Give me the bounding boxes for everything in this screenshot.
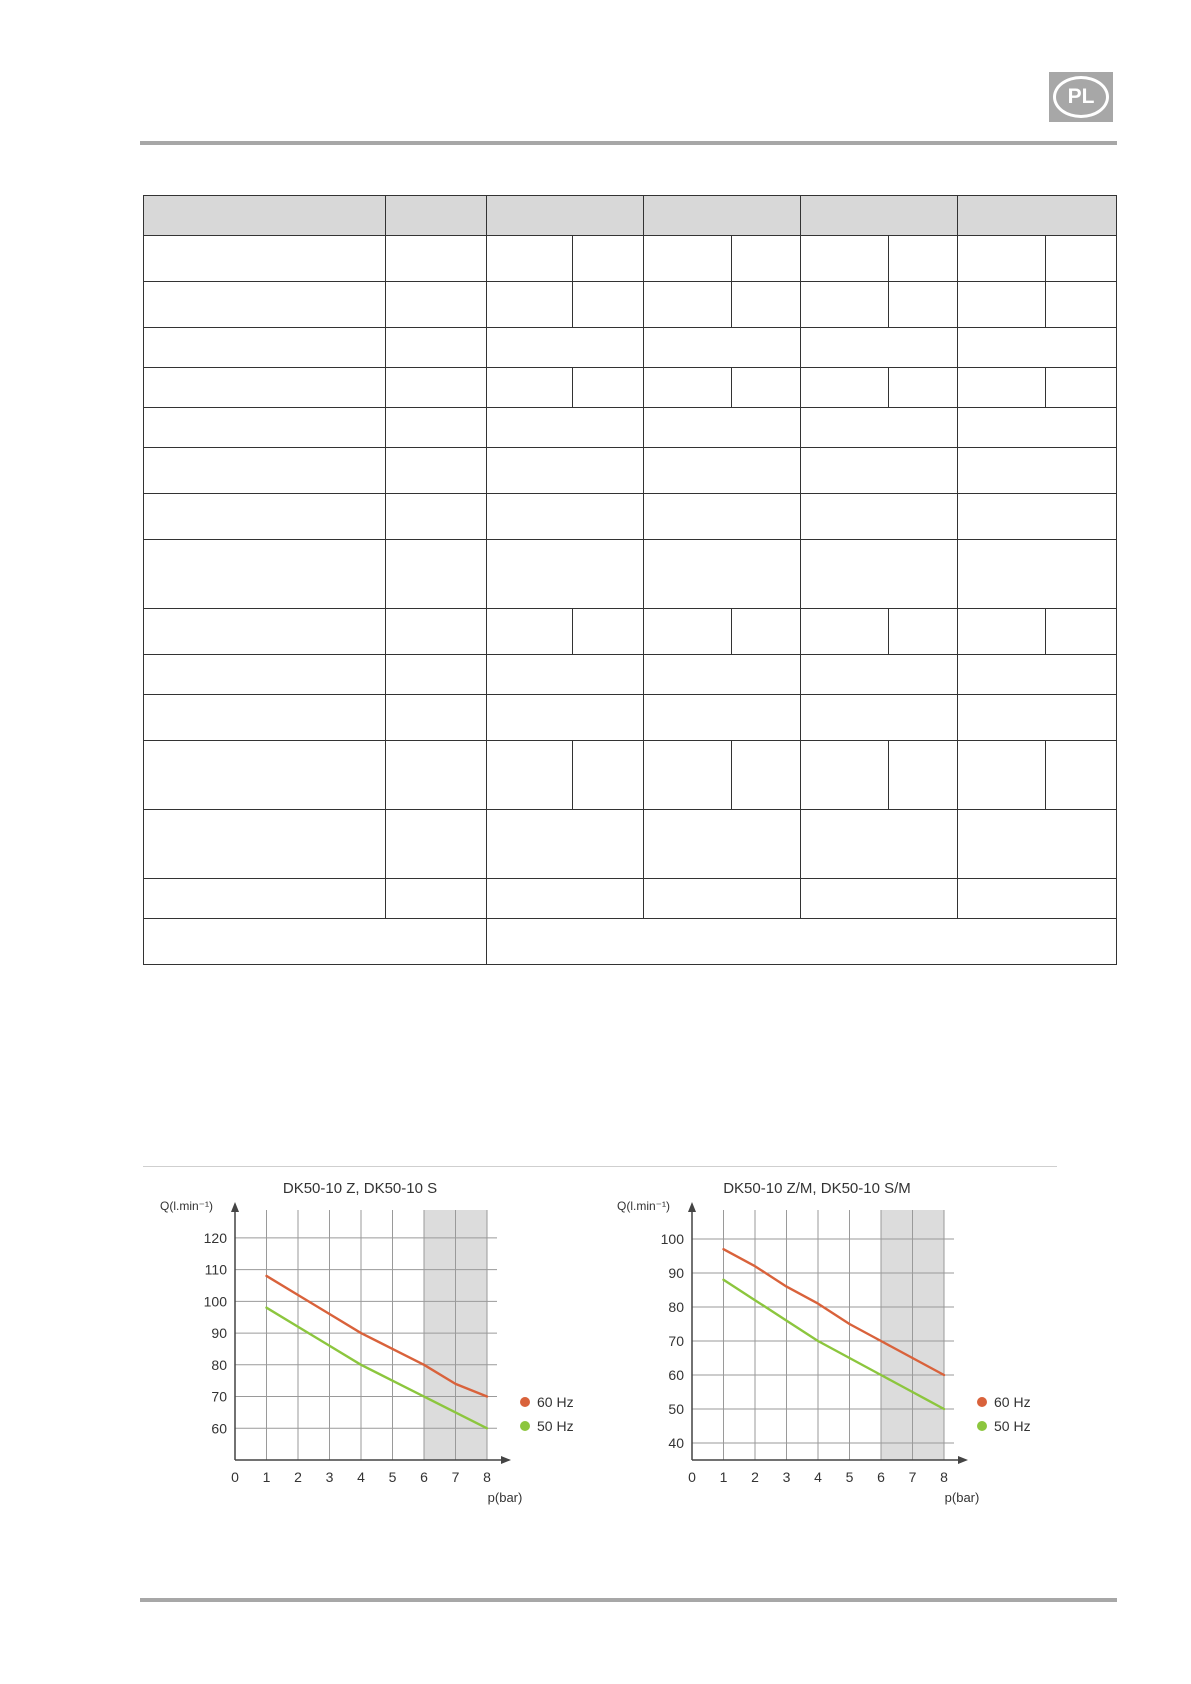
table-cell bbox=[144, 879, 386, 919]
language-badge-label: PL bbox=[1053, 76, 1109, 118]
table-cell bbox=[958, 810, 1117, 879]
x-tick-label: 8 bbox=[940, 1469, 948, 1485]
table-cell bbox=[801, 368, 889, 408]
y-tick-label: 100 bbox=[203, 1293, 227, 1310]
table-cell bbox=[958, 368, 1046, 408]
x-tick-label: 8 bbox=[483, 1469, 491, 1485]
table-cell bbox=[144, 408, 386, 448]
table-row bbox=[144, 540, 1117, 609]
y-tick-label: 60 bbox=[211, 1420, 227, 1437]
table-cell bbox=[958, 741, 1046, 810]
table-cell bbox=[573, 236, 644, 282]
table-cell bbox=[386, 368, 487, 408]
table-cell bbox=[889, 609, 958, 655]
table-cell bbox=[958, 236, 1046, 282]
charts-top-rule bbox=[143, 1166, 1057, 1167]
table-cell bbox=[801, 655, 958, 695]
table-cell bbox=[958, 540, 1117, 609]
spec-table bbox=[143, 195, 1117, 965]
x-tick-label: 2 bbox=[751, 1469, 759, 1485]
table-cell bbox=[487, 494, 644, 540]
table-row bbox=[144, 368, 1117, 408]
table-cell bbox=[644, 879, 801, 919]
table-cell bbox=[487, 196, 644, 236]
y-tick-label: 40 bbox=[668, 1435, 684, 1451]
table-cell bbox=[573, 368, 644, 408]
table-cell bbox=[573, 282, 644, 328]
table-cell bbox=[487, 879, 644, 919]
y-tick-label: 100 bbox=[660, 1231, 684, 1247]
table-cell bbox=[144, 655, 386, 695]
table-cell bbox=[732, 741, 801, 810]
table-cell bbox=[801, 609, 889, 655]
table-cell bbox=[732, 609, 801, 655]
legend-label: 60 Hz bbox=[994, 1394, 1031, 1410]
y-tick-label: 80 bbox=[668, 1299, 684, 1315]
table-cell bbox=[801, 741, 889, 810]
table-cell bbox=[644, 236, 732, 282]
table-cell bbox=[801, 448, 958, 494]
table-cell bbox=[386, 494, 487, 540]
table-cell bbox=[144, 919, 487, 965]
table-cell bbox=[801, 328, 958, 368]
x-axis-arrow bbox=[501, 1456, 511, 1464]
table-cell bbox=[386, 655, 487, 695]
table-cell bbox=[644, 655, 801, 695]
table-cell bbox=[1046, 609, 1117, 655]
x-tick-label: 5 bbox=[845, 1469, 854, 1485]
legend-marker bbox=[977, 1397, 987, 1407]
table-row bbox=[144, 609, 1117, 655]
table-cell bbox=[386, 609, 487, 655]
table-row bbox=[144, 655, 1117, 695]
table-cell bbox=[958, 655, 1117, 695]
table-cell bbox=[801, 408, 958, 448]
x-tick-label: 4 bbox=[814, 1469, 822, 1485]
table-cell bbox=[386, 448, 487, 494]
x-tick-label: 6 bbox=[420, 1469, 428, 1485]
table-cell bbox=[644, 196, 801, 236]
table-cell bbox=[487, 741, 573, 810]
table-cell bbox=[958, 609, 1046, 655]
table-cell bbox=[958, 408, 1117, 448]
footer-rule bbox=[140, 1598, 1117, 1602]
table-cell bbox=[487, 448, 644, 494]
table-row bbox=[144, 879, 1117, 919]
table-cell bbox=[644, 282, 732, 328]
table-cell bbox=[144, 810, 386, 879]
y-tick-label: 50 bbox=[668, 1401, 684, 1417]
table-cell bbox=[144, 448, 386, 494]
chart-dk50-10-z-s bbox=[160, 1170, 600, 1520]
x-tick-label: 7 bbox=[908, 1469, 917, 1485]
table-cell bbox=[801, 196, 958, 236]
table-cell bbox=[644, 494, 801, 540]
legend-label: 50 Hz bbox=[537, 1418, 574, 1434]
x-axis-label: p(bar) bbox=[487, 1490, 523, 1505]
table-cell bbox=[487, 408, 644, 448]
x-tick-label: 3 bbox=[325, 1469, 334, 1485]
table-cell bbox=[958, 448, 1117, 494]
table-cell bbox=[958, 695, 1117, 741]
y-tick-label: 80 bbox=[211, 1356, 227, 1373]
y-axis-label: Q(l.min⁻¹) bbox=[617, 1199, 670, 1213]
table-cell bbox=[144, 741, 386, 810]
table-cell bbox=[386, 540, 487, 609]
table-cell bbox=[573, 741, 644, 810]
legend-marker bbox=[977, 1421, 987, 1431]
table-cell bbox=[487, 919, 1117, 965]
table-cell bbox=[386, 741, 487, 810]
table-cell bbox=[801, 695, 958, 741]
table-cell bbox=[644, 448, 801, 494]
table-cell bbox=[644, 695, 801, 741]
table-cell bbox=[487, 655, 644, 695]
table-cell bbox=[958, 282, 1046, 328]
y-tick-label: 70 bbox=[211, 1388, 227, 1405]
table-cell bbox=[1046, 741, 1117, 810]
header-rule bbox=[140, 141, 1117, 145]
table-cell bbox=[889, 741, 958, 810]
y-tick-label: 120 bbox=[203, 1229, 227, 1246]
x-tick-label: 0 bbox=[688, 1469, 696, 1485]
table-cell bbox=[144, 695, 386, 741]
table-cell bbox=[889, 282, 958, 328]
table-cell bbox=[386, 282, 487, 328]
table-row bbox=[144, 810, 1117, 879]
table-cell bbox=[386, 196, 487, 236]
language-badge bbox=[1049, 72, 1113, 122]
table-cell bbox=[386, 695, 487, 741]
table-row bbox=[144, 448, 1117, 494]
x-tick-label: 1 bbox=[262, 1469, 271, 1485]
table-cell bbox=[732, 282, 801, 328]
table-cell bbox=[1046, 368, 1117, 408]
table-cell bbox=[573, 609, 644, 655]
table-row bbox=[144, 494, 1117, 540]
table-cell bbox=[487, 368, 573, 408]
y-tick-label: 110 bbox=[204, 1261, 227, 1278]
table-cell bbox=[889, 368, 958, 408]
x-tick-label: 2 bbox=[294, 1469, 302, 1485]
table-cell bbox=[801, 236, 889, 282]
x-tick-label: 5 bbox=[388, 1469, 397, 1485]
table-row bbox=[144, 328, 1117, 368]
chart-title: DK50-10 Z, DK50-10 S bbox=[282, 1180, 438, 1197]
x-tick-label: 1 bbox=[719, 1469, 728, 1485]
table-cell bbox=[1046, 236, 1117, 282]
table-cell bbox=[644, 328, 801, 368]
chart-dk50-10-zm-sm bbox=[617, 1170, 1057, 1520]
table-row bbox=[144, 282, 1117, 328]
legend-marker bbox=[520, 1397, 530, 1407]
table-row bbox=[144, 408, 1117, 448]
x-tick-label: 6 bbox=[877, 1469, 885, 1485]
table-cell bbox=[386, 236, 487, 282]
table-row bbox=[144, 695, 1117, 741]
y-axis-arrow bbox=[231, 1202, 239, 1212]
table-cell bbox=[958, 196, 1117, 236]
table-cell bbox=[644, 368, 732, 408]
table-cell bbox=[732, 368, 801, 408]
table-cell bbox=[386, 879, 487, 919]
table-cell bbox=[958, 328, 1117, 368]
table-cell bbox=[487, 282, 573, 328]
y-tick-label: 90 bbox=[211, 1325, 227, 1342]
spec-table-body bbox=[144, 196, 1117, 965]
table-cell bbox=[801, 282, 889, 328]
table-cell bbox=[487, 609, 573, 655]
x-tick-label: 7 bbox=[451, 1469, 460, 1485]
y-tick-label: 90 bbox=[668, 1265, 684, 1281]
table-cell bbox=[386, 408, 487, 448]
table-row bbox=[144, 196, 1117, 236]
table-row bbox=[144, 741, 1117, 810]
table-cell bbox=[801, 494, 958, 540]
table-cell bbox=[958, 879, 1117, 919]
table-cell bbox=[487, 236, 573, 282]
table-cell bbox=[889, 236, 958, 282]
y-axis-label: Q(l.min⁻¹) bbox=[160, 1199, 213, 1213]
chart-title: DK50-10 Z/M, DK50-10 S/M bbox=[723, 1180, 911, 1197]
table-cell bbox=[644, 609, 732, 655]
table-cell bbox=[386, 810, 487, 879]
table-cell bbox=[144, 540, 386, 609]
table-cell bbox=[487, 695, 644, 741]
table-cell bbox=[801, 810, 958, 879]
table-cell bbox=[144, 368, 386, 408]
y-tick-label: 60 bbox=[668, 1367, 684, 1383]
table-cell bbox=[644, 741, 732, 810]
y-axis-arrow bbox=[688, 1202, 696, 1212]
x-axis-arrow bbox=[958, 1456, 968, 1464]
table-cell bbox=[1046, 282, 1117, 328]
table-cell bbox=[644, 810, 801, 879]
legend-marker bbox=[520, 1421, 530, 1431]
table-cell bbox=[732, 236, 801, 282]
legend-label: 50 Hz bbox=[994, 1418, 1031, 1434]
x-tick-label: 0 bbox=[231, 1469, 239, 1485]
table-cell bbox=[144, 236, 386, 282]
table-cell bbox=[144, 494, 386, 540]
x-axis-label: p(bar) bbox=[944, 1490, 980, 1505]
table-row bbox=[144, 236, 1117, 282]
y-tick-label: 70 bbox=[668, 1333, 684, 1349]
table-cell bbox=[144, 328, 386, 368]
table-cell bbox=[386, 328, 487, 368]
x-tick-label: 4 bbox=[357, 1469, 365, 1485]
legend-label: 60 Hz bbox=[537, 1394, 574, 1410]
table-cell bbox=[644, 540, 801, 609]
table-cell bbox=[144, 609, 386, 655]
x-tick-label: 3 bbox=[782, 1469, 791, 1485]
table-cell bbox=[144, 196, 386, 236]
table-cell bbox=[801, 879, 958, 919]
table-cell bbox=[644, 408, 801, 448]
table-cell bbox=[144, 282, 386, 328]
table-cell bbox=[487, 540, 644, 609]
table-cell bbox=[487, 328, 644, 368]
table-cell bbox=[958, 494, 1117, 540]
table-cell bbox=[801, 540, 958, 609]
table-cell bbox=[487, 810, 644, 879]
table-row bbox=[144, 919, 1117, 965]
